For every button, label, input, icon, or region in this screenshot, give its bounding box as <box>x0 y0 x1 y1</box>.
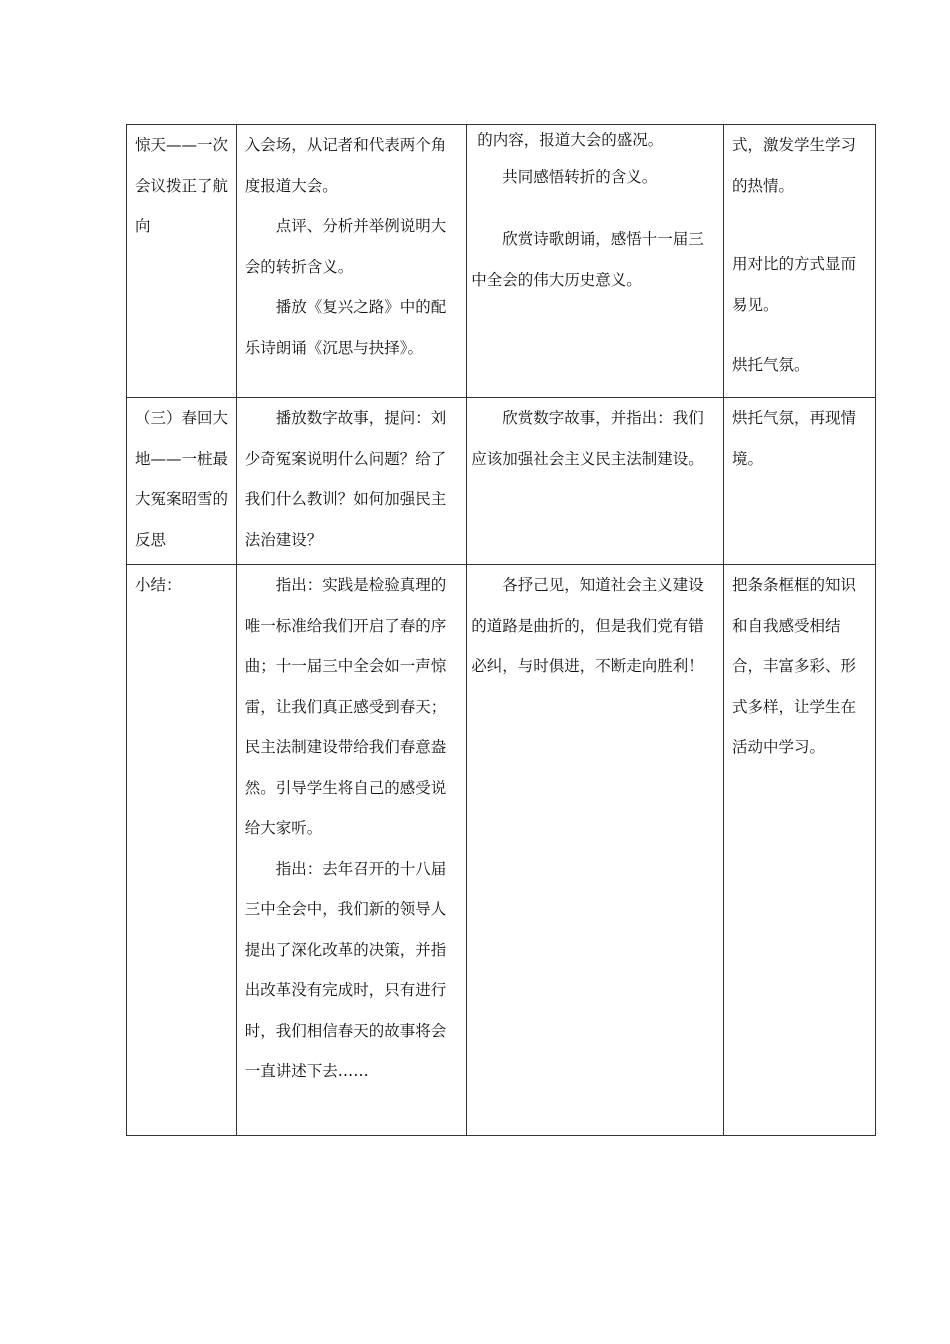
design-intent-text: 烘托气氛，再现情境。 <box>731 409 856 468</box>
student-activity-text: 欣赏数字故事，并指出：我们应该加强社会主义民主法制建设。 <box>471 409 704 468</box>
stage-text: 小结： <box>135 576 182 594</box>
teacher-activity-text: 播放数字故事，提问：刘少奇冤案说明什么问题？给了我们什么教训？如何加强民主法治建设？ <box>244 409 447 549</box>
design-intent-cell <box>723 125 875 398</box>
stage-cell <box>127 125 237 398</box>
design-intent-text: 烘托气氛。 <box>731 356 810 374</box>
table-row <box>127 125 876 398</box>
teacher-activity-text: 点评、分析并举例说明大会的转折含义。 <box>244 217 447 276</box>
stage-text: （三）春回大地——一桩最大冤案昭雪的反思 <box>135 409 229 549</box>
student-activity-text: 共同感悟转折的含义。 <box>502 168 658 186</box>
student-activity-cell <box>467 125 724 398</box>
student-activity-cell <box>467 398 724 565</box>
table-row <box>127 565 876 1136</box>
teacher-activity-text: 播放《复兴之路》中的配乐诗朗诵《沉思与抉择》。 <box>244 298 447 357</box>
lesson-plan-table <box>126 124 876 1136</box>
teacher-activity-text: 指出：去年召开的十八届三中全会中，我们新的领导人提出了深化改革的决策，并指出改革没有完成时，只有进行时，我们相信春天的故事将会一直讲述下去…… <box>244 859 447 1080</box>
teacher-activity-text: 入会场，从记者和代表两个角度报道大会。 <box>244 136 447 195</box>
stage-text: 惊天——一次会议拨正了航向 <box>135 136 229 235</box>
stage-cell <box>127 565 237 1136</box>
design-intent-text: 把条条框框的知识和自我感受相结合，丰富多彩、形式多样，让学生在活动中学习。 <box>731 576 856 756</box>
design-intent-cell <box>723 565 875 1136</box>
student-activity-text: 各抒己见，知道社会主义建设的道路是曲折的，但是我们党有错必纠，与时俱进，不断走向胜利！ <box>471 576 704 675</box>
stage-cell <box>127 398 237 565</box>
teacher-activity-cell <box>236 565 467 1136</box>
design-intent-text: 式，激发学生学习的热情。 <box>731 136 856 195</box>
student-activity-cell <box>467 565 724 1136</box>
student-activity-text: 的内容，报道大会的盛况。 <box>477 131 664 149</box>
table-row <box>127 398 876 565</box>
design-intent-text: 用对比的方式显而易见。 <box>731 255 856 314</box>
teacher-activity-text: 指出：实践是检验真理的唯一标准给我们开启了春的序曲；十一届三中全会如一声惊雷，让我们真正感受到春天；民主法制建设带给我们春意盎然。引导学生将自己的感受说给大家听。 <box>244 576 447 837</box>
teacher-activity-cell <box>236 398 467 565</box>
design-intent-cell <box>723 398 875 565</box>
student-activity-text: 欣赏诗歌朗诵，感悟十一届三中全会的伟大历史意义。 <box>471 230 704 289</box>
teacher-activity-cell <box>236 125 467 398</box>
